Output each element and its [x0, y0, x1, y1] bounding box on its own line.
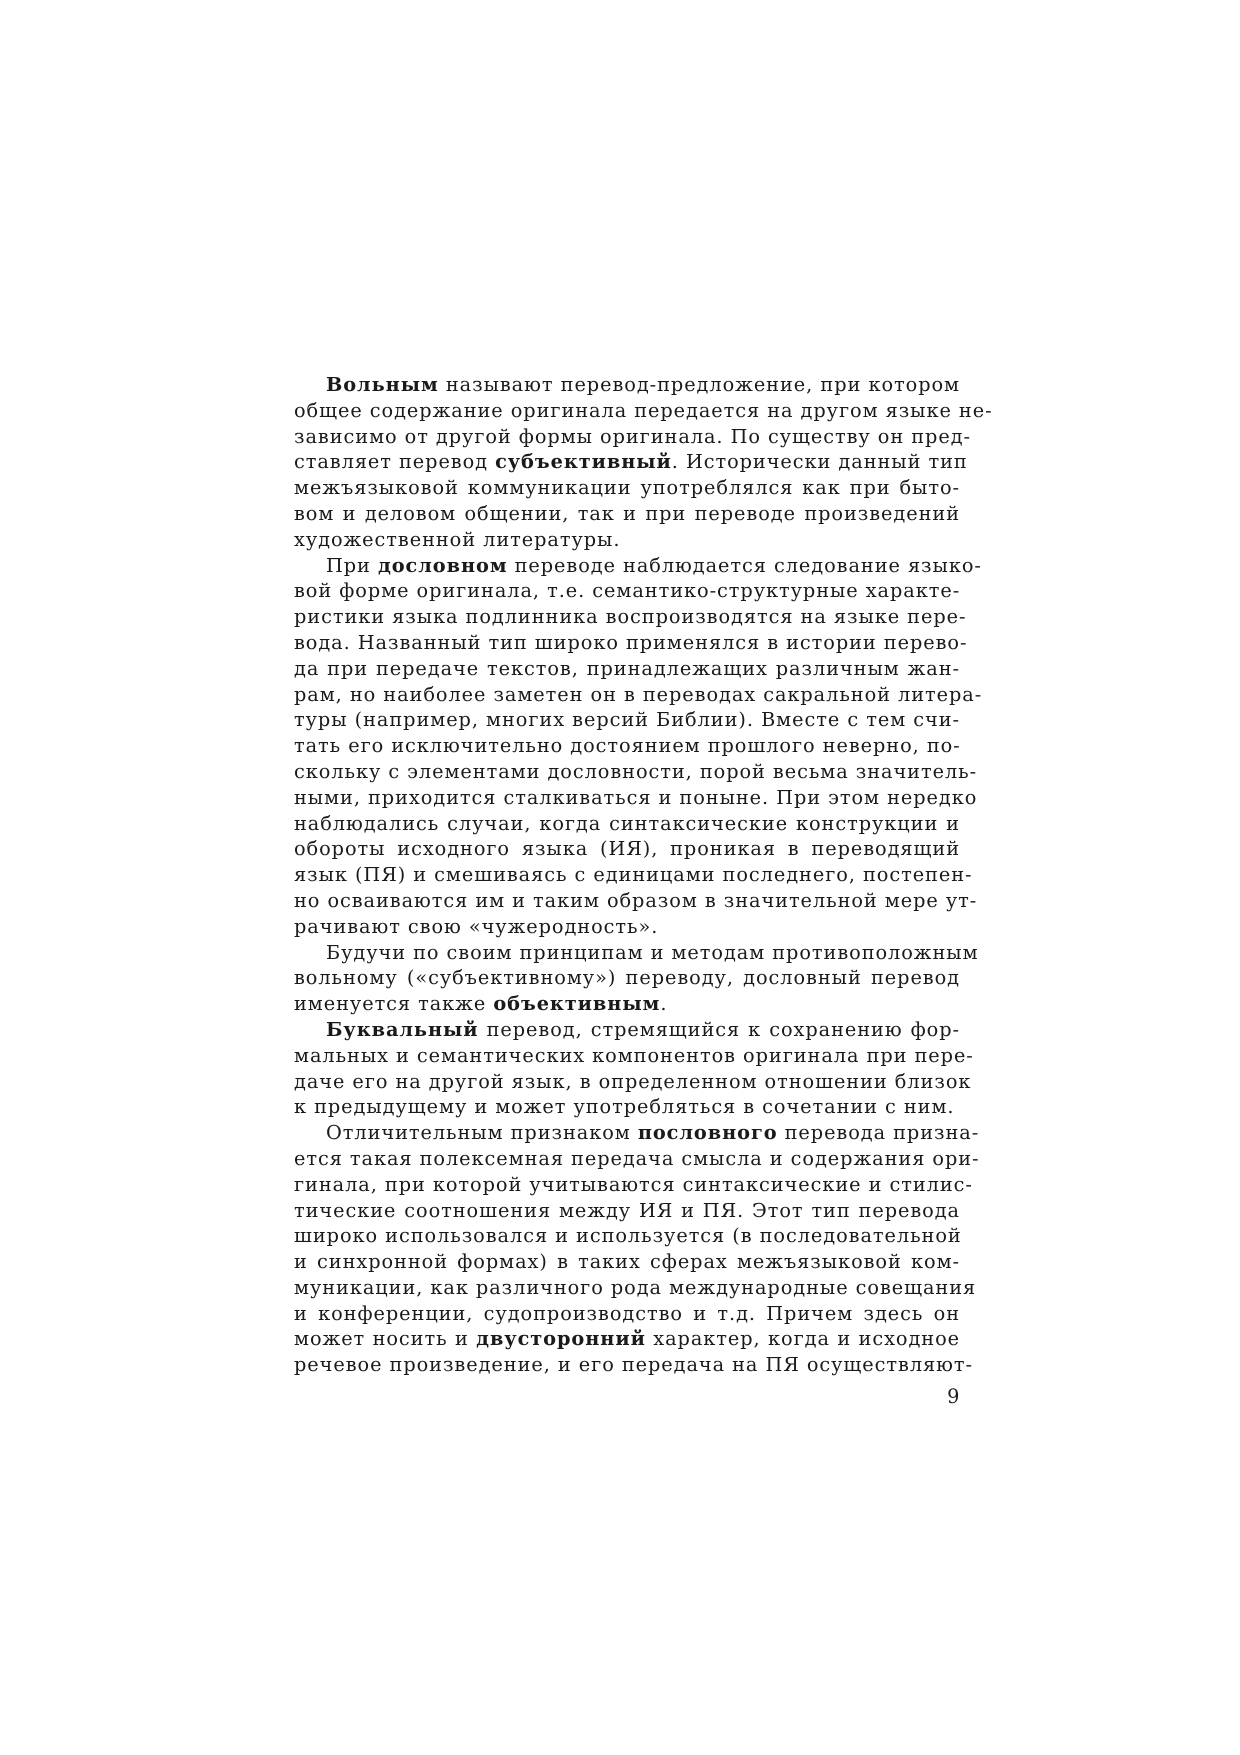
text-segment: именуется также [294, 992, 494, 1016]
text-line [294, 1094, 960, 1120]
text-line [294, 914, 960, 940]
text-segment: рачивают свою «чужеродность». [294, 914, 659, 938]
bold-term: дословном [377, 553, 508, 577]
text-segment: рам, но наиболее заметен он в переводах сакральной литера- [294, 682, 983, 706]
text-segment: обороты исходного языка (ИЯ), проникая в переводящий [294, 837, 960, 861]
text-line [294, 527, 960, 553]
text-segment: вом и деловом общении, так и при переводе произведений [294, 501, 960, 525]
text-segment: вольному («субъективному») переводу, дословный перевод [294, 966, 960, 990]
text-line [294, 630, 968, 656]
text-line [294, 1120, 980, 1146]
text-line [294, 1326, 960, 1352]
text-line [294, 940, 979, 966]
text-segment: перевода призна- [777, 1121, 980, 1145]
text-segment: Будучи по своим принципам и методам противоположным [326, 940, 979, 964]
text-line [294, 836, 960, 862]
text-segment: язык (ПЯ) и смешиваясь с единицами последнего, постепен- [294, 863, 973, 887]
bold-term: пословного [637, 1121, 778, 1145]
text-segment: наблюдались случаи, когда синтаксические конструкции и [294, 811, 960, 835]
text-line [294, 1172, 973, 1198]
text-segment: При [326, 553, 378, 577]
text-line [294, 656, 960, 682]
text-segment: широко использовался и используется (в последовательной [294, 1224, 962, 1248]
text-line [294, 991, 960, 1017]
page-number: 9 [947, 1385, 960, 1408]
text-line [294, 475, 960, 501]
text-line [294, 682, 983, 708]
text-line [294, 1198, 960, 1224]
text-line [294, 733, 960, 759]
text-line [294, 811, 960, 837]
text-segment: Отличительным признаком [326, 1121, 638, 1145]
text-segment: к предыдущему и может употребляться в сочетании с ним. [294, 1095, 955, 1119]
text-segment: да при передаче текстов, принадлежащих различным жан- [294, 656, 960, 680]
text-line [294, 604, 967, 630]
text-segment: ется такая полексемная передача смысла и содержания ори- [294, 1146, 980, 1170]
text-line [294, 1223, 960, 1249]
text-segment: . [660, 992, 668, 1016]
text-line [294, 785, 978, 811]
text-line [294, 553, 982, 579]
text-line [294, 578, 960, 604]
text-segment: ными, приходится сталкиваться и поныне. При этом нередко [294, 785, 978, 809]
text-segment: тические соотношения между ИЯ и ПЯ. Этот тип перевода [294, 1198, 960, 1222]
text-segment: и синхронной формах) в таких сферах межъязыковой ком- [294, 1250, 960, 1274]
text-segment: мальных и семантических компонентов оригинала при пере- [294, 1043, 974, 1067]
text-segment: ставляет перевод [294, 450, 496, 474]
text-segment: художественной литературы. [294, 527, 621, 551]
text-line [294, 1275, 977, 1301]
text-line [294, 759, 978, 785]
text-segment: тать его исключительно достоянием прошлого неверно, по- [294, 734, 961, 758]
text-segment: общее содержание оригинала передается на другом языке не- [294, 398, 993, 422]
text-segment: ристики языка подлинника воспроизводятся на языке пере- [294, 605, 967, 629]
text-line [294, 1249, 960, 1275]
bold-term: Буквальный [326, 1017, 479, 1041]
bold-term: объективным [493, 992, 661, 1016]
text-line [294, 888, 978, 914]
body-text [294, 372, 993, 1378]
text-line [294, 1146, 980, 1172]
text-line [294, 424, 971, 450]
text-segment: речевое произведение, и его передача на ПЯ осуществляют- [294, 1353, 973, 1377]
text-line [294, 707, 960, 733]
text-line [294, 1301, 960, 1327]
text-segment: но осваиваются им и таким образом в значительной мере ут- [294, 888, 978, 912]
bold-term: двусторонний [476, 1327, 646, 1351]
text-segment: даче его на другой язык, в определенном отношении близок [294, 1069, 972, 1093]
text-segment: переводе наблюдается следование языко- [507, 553, 982, 577]
text-line [294, 1017, 960, 1043]
text-segment: вой форме оригинала, т.е. семантико-структурные характе- [294, 579, 961, 603]
text-segment: гинала, при которой учитываются синтаксические и стилис- [294, 1172, 973, 1196]
text-segment: туры (например, многих версий Библии). Вместе с тем счи- [294, 708, 960, 732]
text-segment: . Исторически данный тип [671, 450, 968, 474]
text-line [294, 398, 993, 424]
text-segment: перевод, стремящийся к сохранению фор- [478, 1017, 960, 1041]
text-line [294, 1352, 973, 1378]
text-line [294, 862, 973, 888]
text-line [294, 965, 960, 991]
text-segment: муникации, как различного рода международные совещания [294, 1275, 977, 1299]
text-segment: может носить и [294, 1327, 477, 1351]
text-segment: межъязыковой коммуникации употреблялся как при быто- [294, 476, 960, 500]
text-segment: скольку с элементами дословности, порой весьма значитель- [294, 759, 978, 783]
text-line [294, 1043, 974, 1069]
text-segment: и конференции, судопроизводство и т.д. Причем здесь он [294, 1301, 960, 1325]
text-segment: зависимо от другой формы оригинала. По существу он пред- [294, 424, 971, 448]
text-line [294, 449, 968, 475]
bold-term: Вольным [326, 373, 439, 396]
text-line [294, 1069, 972, 1095]
text-line [294, 501, 960, 527]
text-segment: характер, когда и исходное [645, 1327, 960, 1351]
bold-term: субъективный [495, 450, 672, 474]
text-line [294, 372, 960, 398]
text-segment: называют перевод-предложение, при котором [438, 373, 960, 396]
text-segment: вода. Названный тип широко применялся в истории перево- [294, 630, 968, 654]
